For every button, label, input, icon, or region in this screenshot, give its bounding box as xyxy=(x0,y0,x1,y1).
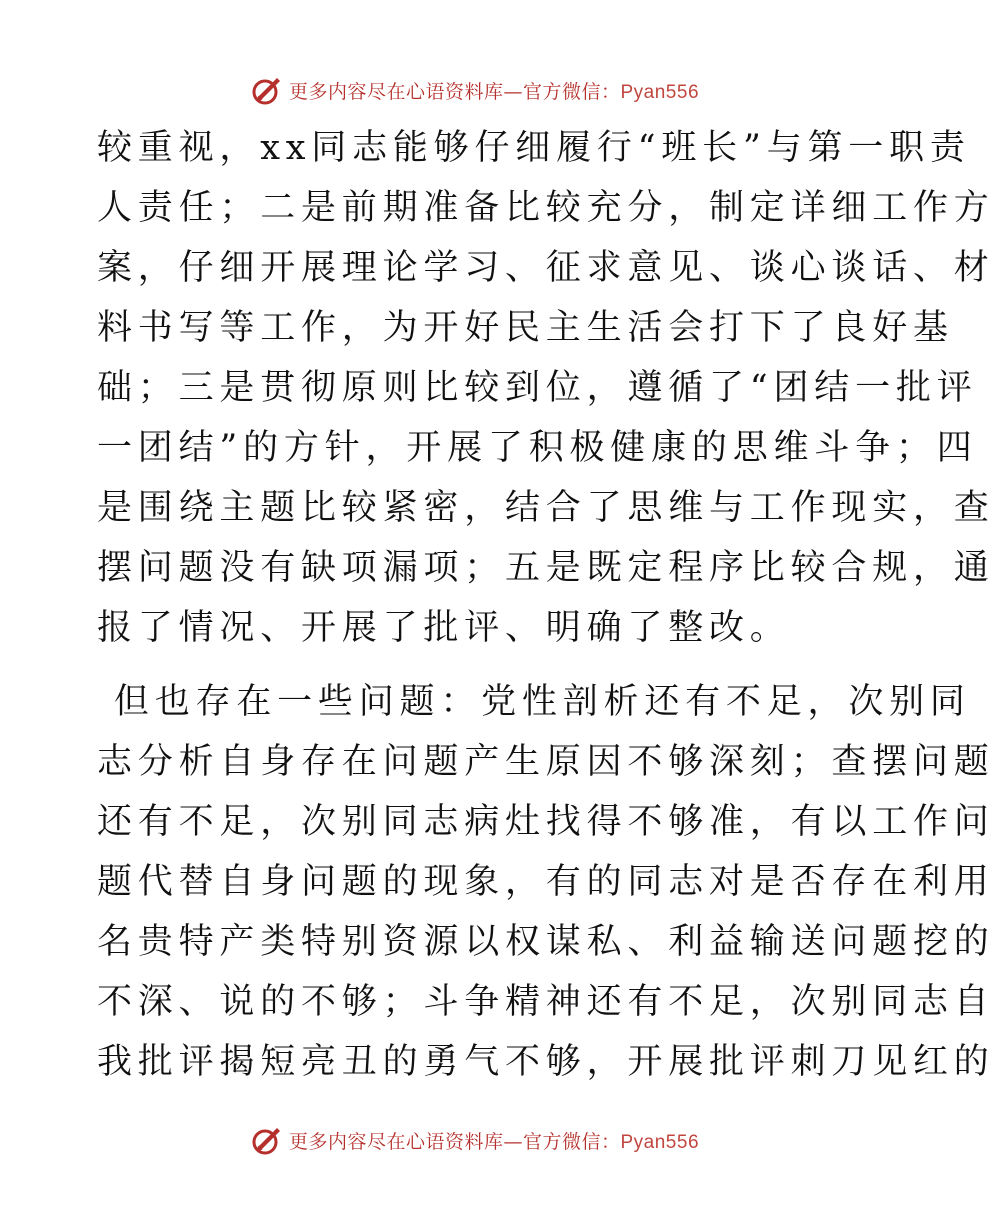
text-line: 案，仔细开展理论学习、征求意见、谈心谈话、材 xyxy=(97,248,995,288)
text-line: 料书写等工作，为开好民主生活会打下了良好基 xyxy=(97,308,954,348)
paragraph-1 xyxy=(97,118,995,658)
paragraph-2 xyxy=(97,672,995,1092)
text-line: 名贵特产类特别资源以权谋私、利益输送问题挖的 xyxy=(97,922,995,962)
header-banner-wechat-id: Pyan556 xyxy=(620,81,700,103)
paragraph-spacer xyxy=(97,658,857,672)
text-line: 摆问题没有缺项漏项；五是既定程序比较合规，通 xyxy=(97,548,995,588)
footer-banner-wechat-id: Pyan556 xyxy=(620,1131,700,1153)
brush-logo-icon xyxy=(251,74,283,106)
text-line: 一团结”的方针，开展了积极健康的思维斗争；四 xyxy=(97,428,978,468)
header-banner xyxy=(0,70,950,110)
text-line: 我批评揭短亮丑的勇气不够，开展批评刺刀见红的 xyxy=(97,1042,995,1082)
text-line: 但也存在一些问题：党性剖析还有不足，次别同 xyxy=(97,682,971,722)
text-line: 较重视，xx同志能够仔细履行“班长”与第一职责 xyxy=(97,128,971,168)
text-line: 人责任；二是前期准备比较充分，制定详细工作方 xyxy=(97,188,995,228)
document-body xyxy=(97,118,995,1092)
text-line: 报了情况、开展了批评、明确了整改。 xyxy=(97,608,791,648)
footer-banner-cn: 更多内容尽在心语资料库—官方微信： xyxy=(288,1130,621,1153)
text-line: 还有不足，次别同志病灶找得不够准，有以工作问 xyxy=(97,802,995,842)
header-banner-text xyxy=(289,77,699,104)
footer-banner-text xyxy=(289,1127,699,1154)
header-banner-cn: 更多内容尽在心语资料库—官方微信： xyxy=(288,80,621,103)
text-line: 题代替自身问题的现象，有的同志对是否存在利用 xyxy=(97,862,995,902)
text-line: 志分析自身存在问题产生原因不够深刻；查摆问题 xyxy=(97,742,995,782)
text-line: 不深、说的不够；斗争精神还有不足，次别同志自 xyxy=(97,982,995,1022)
brush-logo-icon xyxy=(251,1124,283,1156)
text-line: 是围绕主题比较紧密，结合了思维与工作现实，查 xyxy=(97,488,995,528)
text-line: 础；三是贯彻原则比较到位，遵循了“团结一批评 xyxy=(97,368,978,408)
footer-banner xyxy=(0,1120,950,1160)
